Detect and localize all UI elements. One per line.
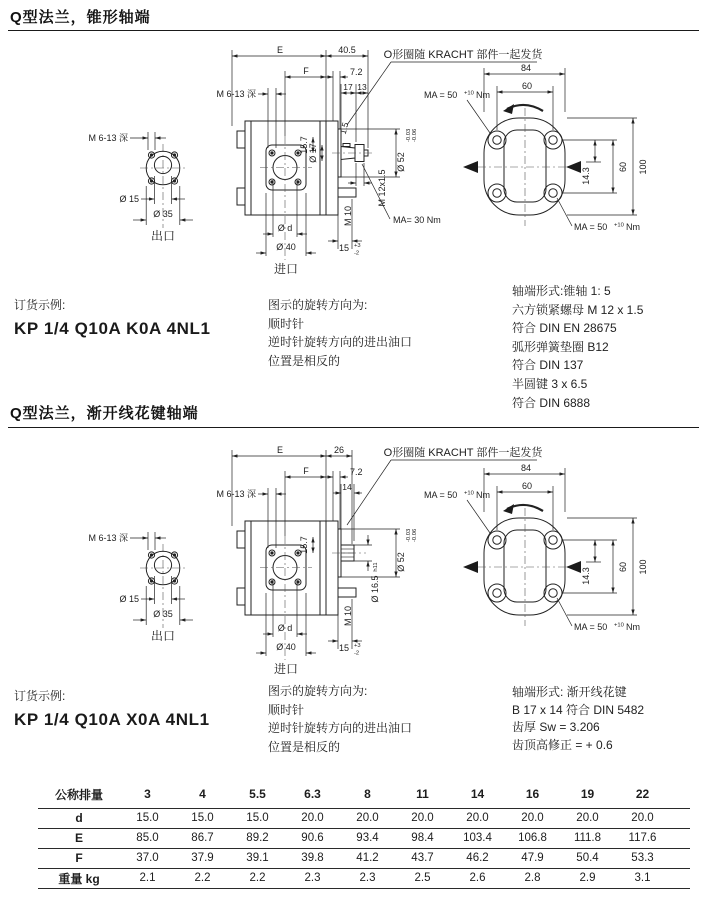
dim-total-label: 40.5 bbox=[338, 45, 356, 55]
mounting-flange-plate bbox=[326, 521, 338, 615]
spec-line: 弧形弹簧垫圈 B12 bbox=[512, 339, 609, 354]
cell: 15.0 bbox=[230, 808, 285, 828]
spec-line: 符合 DIN 137 bbox=[512, 358, 584, 373]
front-offset-label: 14.3 bbox=[581, 567, 591, 585]
spec-line: 齿顶高修正 = + 0.6 bbox=[512, 737, 613, 752]
front-width-label: 84 bbox=[520, 63, 532, 73]
flow-arrow-right bbox=[566, 161, 581, 173]
order-example-1 bbox=[14, 296, 211, 339]
torque-bottom-sup: +10 bbox=[614, 222, 624, 229]
cell: 20.0 bbox=[615, 808, 670, 828]
port-thread-label: M 6-13 深 bbox=[88, 133, 128, 143]
cell: 2.1 bbox=[120, 868, 175, 888]
rotation-line: 图示的旋转方向为: bbox=[268, 684, 368, 698]
shaft-spec-1 bbox=[512, 282, 643, 412]
spec-line: 六方锁紧螺母 M 12 x 1.5 bbox=[512, 302, 644, 317]
dim-7-2-label: 7.2 bbox=[350, 67, 363, 77]
table-row bbox=[38, 828, 690, 848]
cell: 15.0 bbox=[120, 808, 175, 828]
spec-line: 轴端形式: 渐开线花键 bbox=[512, 685, 627, 699]
rotation-line: 逆时针旋转方向的进出油口 bbox=[268, 335, 413, 349]
front-width-label: 84 bbox=[520, 463, 532, 473]
cell: 50.4 bbox=[560, 848, 615, 868]
mounting-flange-plate bbox=[326, 121, 338, 215]
cell: 117.6 bbox=[615, 828, 670, 848]
spec-line: 符合 DIN 6888 bbox=[512, 395, 591, 410]
front-height-label: 100 bbox=[638, 159, 648, 175]
m10-label: M 10 bbox=[343, 605, 353, 627]
spec-line: 轴端形式:锥轴 1: 5 bbox=[512, 284, 611, 298]
cell: 98.4 bbox=[395, 828, 450, 848]
row-label: E bbox=[38, 828, 120, 848]
side-port-boss bbox=[338, 188, 356, 197]
section1-title: Q型法兰，锥形轴端 bbox=[10, 9, 151, 26]
front-bolt-w-label: 60 bbox=[521, 81, 533, 91]
section1-divider bbox=[8, 30, 699, 31]
cell: 86.7 bbox=[175, 828, 230, 848]
cell: 20.0 bbox=[505, 808, 560, 828]
cell: 2.5 bbox=[395, 868, 450, 888]
inlet-label: 进口 bbox=[273, 262, 299, 276]
pump-side-view-2 bbox=[216, 445, 543, 676]
rotation-note-1 bbox=[268, 296, 412, 370]
dim-15-lo: -2 bbox=[354, 250, 360, 257]
cell: 20.0 bbox=[340, 808, 395, 828]
flow-arrow-left bbox=[463, 161, 478, 173]
cell: 39.1 bbox=[230, 848, 285, 868]
cell: 2.2 bbox=[230, 868, 285, 888]
col-header: 5.5 bbox=[230, 781, 285, 808]
spacer-cell bbox=[670, 808, 690, 828]
torque-top-sup: +10 bbox=[464, 90, 474, 97]
outlet-port-view-2 bbox=[88, 532, 193, 643]
cell: 47.9 bbox=[505, 848, 560, 868]
nut-torque-label: MA= 30 Nm bbox=[393, 215, 441, 225]
spacer-cell bbox=[670, 781, 690, 808]
cell: 2.2 bbox=[175, 868, 230, 888]
port-thread-label: M 6-13 深 bbox=[88, 533, 128, 543]
front-bolt-h-label: 60 bbox=[618, 161, 628, 173]
dim-dd-label: Ø d bbox=[277, 223, 293, 233]
col-header: 16 bbox=[505, 781, 560, 808]
m10-label: M 10 bbox=[343, 205, 353, 227]
section2-divider bbox=[8, 427, 699, 428]
table-row bbox=[38, 868, 690, 888]
oring-note: O形圈随 KRACHT 部件一起发货 bbox=[383, 49, 543, 61]
rotation-line: 图示的旋转方向为: bbox=[268, 298, 368, 312]
pilot-tol-hi: -0.03 bbox=[406, 128, 412, 142]
dim-13-label: 13 bbox=[357, 82, 367, 92]
pilot-tol-hi: -0.03 bbox=[406, 528, 412, 542]
spec-line: 齿厚 Sw = 3.206 bbox=[512, 720, 600, 735]
pilot-dia-label: Ø 52 bbox=[396, 152, 406, 172]
cell: 89.2 bbox=[230, 828, 285, 848]
col-header: 19 bbox=[560, 781, 615, 808]
spacer-cell bbox=[670, 848, 690, 868]
torque-top-unit: Nm bbox=[476, 90, 490, 100]
section2-title: Q型法兰，渐开线花键轴端 bbox=[10, 405, 199, 422]
dim-F-label: F bbox=[303, 466, 309, 476]
cell: 39.8 bbox=[285, 848, 340, 868]
cell: 90.6 bbox=[285, 828, 340, 848]
dim-E-label: E bbox=[276, 45, 284, 55]
dim-15-7-label: 15.7 bbox=[299, 136, 309, 154]
torque-top-label: MA = 50 bbox=[424, 90, 458, 100]
table-row bbox=[38, 848, 690, 868]
cell: 41.2 bbox=[340, 848, 395, 868]
dim-d40-label: Ø 40 bbox=[276, 642, 296, 652]
col-header: 6.3 bbox=[285, 781, 340, 808]
outlet-label: 出口 bbox=[150, 229, 176, 243]
front-height-label: 100 bbox=[638, 559, 648, 575]
row-label: 重量 kg bbox=[38, 868, 120, 888]
dim-total-label: 26 bbox=[333, 445, 345, 455]
front-offset-label: 14.3 bbox=[581, 167, 591, 185]
cell: 15.0 bbox=[175, 808, 230, 828]
rotation-line: 位置是相反的 bbox=[268, 353, 341, 368]
cell: 37.0 bbox=[120, 848, 175, 868]
dim-14-label: 14 bbox=[342, 482, 352, 492]
section2-drawing bbox=[0, 436, 707, 686]
front-bolt-w-label: 60 bbox=[521, 481, 533, 491]
cell: 106.8 bbox=[505, 828, 560, 848]
side-thread-label: M 6-13 深 bbox=[216, 89, 256, 99]
spec-line: B 17 x 14 符合 DIN 5482 bbox=[512, 702, 645, 717]
torque-bottom-label: MA = 50 bbox=[574, 622, 608, 632]
shaft-spec-2 bbox=[512, 684, 644, 754]
dim-15-lo: -2 bbox=[354, 650, 360, 657]
cell: 2.6 bbox=[450, 868, 505, 888]
shaft-key bbox=[343, 144, 350, 147]
order-label: 订货示例: bbox=[14, 689, 66, 703]
col-header: 4 bbox=[175, 781, 230, 808]
outlet-port-view bbox=[88, 132, 193, 243]
torque-bottom-sup: +10 bbox=[614, 622, 624, 629]
rotation-line: 顺时针 bbox=[268, 316, 305, 331]
cell: 43.7 bbox=[395, 848, 450, 868]
col-header: 14 bbox=[450, 781, 505, 808]
side-port-boss bbox=[338, 588, 356, 597]
pilot-dia-label: Ø 52 bbox=[396, 552, 406, 572]
rotation-note-2 bbox=[268, 682, 412, 756]
cell: 46.2 bbox=[450, 848, 505, 868]
table-header-label: 公称排量 bbox=[38, 781, 120, 808]
rotation-line: 位置是相反的 bbox=[268, 739, 341, 754]
section1-drawing bbox=[0, 36, 707, 286]
cell: 111.8 bbox=[560, 828, 615, 848]
order-code: KP 1/4 Q10A X0A 4NL1 bbox=[14, 710, 210, 729]
dim-1-5-label: 1.5 bbox=[337, 121, 351, 136]
pilot-tol-lo: -0.06 bbox=[412, 128, 418, 142]
cell: 20.0 bbox=[285, 808, 340, 828]
dim-E-label: E bbox=[276, 445, 284, 455]
col-header: 22 bbox=[615, 781, 670, 808]
shaft-dia-label: Ø 16.5 bbox=[370, 575, 380, 603]
row-label: F bbox=[38, 848, 120, 868]
pump-side-view bbox=[216, 45, 543, 276]
dim-d40-label: Ø 40 bbox=[276, 242, 296, 252]
col-header: 8 bbox=[340, 781, 395, 808]
cell: 20.0 bbox=[395, 808, 450, 828]
dim-15-label: 15 bbox=[338, 643, 350, 653]
torque-bottom-label: MA = 50 bbox=[574, 222, 608, 232]
cell: 20.0 bbox=[450, 808, 505, 828]
cell: 2.8 bbox=[505, 868, 560, 888]
dim-15-hi: +3 bbox=[354, 243, 361, 249]
cell: 2.3 bbox=[340, 868, 395, 888]
torque-bottom-unit: Nm bbox=[626, 222, 640, 232]
spacer-cell bbox=[670, 868, 690, 888]
flow-arrow-left bbox=[463, 561, 478, 573]
order-code: KP 1/4 Q10A K0A 4NL1 bbox=[14, 319, 211, 338]
col-header: 3 bbox=[120, 781, 175, 808]
dim-17-label: 17 bbox=[343, 82, 353, 92]
rotation-line: 逆时针旋转方向的进出油口 bbox=[268, 721, 413, 735]
cell: 2.9 bbox=[560, 868, 615, 888]
inlet-label: 进口 bbox=[273, 662, 299, 676]
cell: 3.1 bbox=[615, 868, 670, 888]
cell: 20.0 bbox=[560, 808, 615, 828]
dimension-table bbox=[38, 781, 690, 889]
cell: 37.9 bbox=[175, 848, 230, 868]
outlet-label: 出口 bbox=[150, 629, 176, 643]
pilot-tol-lo: -0.06 bbox=[412, 528, 418, 542]
shaft-fit-label: h11 bbox=[373, 562, 379, 572]
spec-line: 半圆键 3 x 6.5 bbox=[512, 376, 588, 391]
cell: 2.3 bbox=[285, 868, 340, 888]
dim-15-7-label: 15.7 bbox=[299, 536, 309, 554]
order-label: 订货示例: bbox=[14, 298, 66, 312]
port-dia-15-label: Ø 15 bbox=[119, 194, 139, 204]
dim-dd-label: Ø d bbox=[277, 623, 293, 633]
flange-front-view bbox=[424, 63, 648, 232]
flange-front-view-2 bbox=[424, 463, 648, 632]
row-label: d bbox=[38, 808, 120, 828]
col-header: 11 bbox=[395, 781, 450, 808]
front-bolt-h-label: 60 bbox=[618, 561, 628, 573]
dim-F-label: F bbox=[303, 66, 309, 76]
rotation-line: 顺时针 bbox=[268, 702, 305, 717]
dim-15-label: 15 bbox=[338, 243, 350, 253]
cell: 53.3 bbox=[615, 848, 670, 868]
torque-top-unit: Nm bbox=[476, 490, 490, 500]
torque-bottom-unit: Nm bbox=[626, 622, 640, 632]
side-thread-label: M 6-13 深 bbox=[216, 489, 256, 499]
thread-spec-label: M 12x1.5 bbox=[377, 169, 387, 207]
oring-note: O形圈随 KRACHT 部件一起发货 bbox=[383, 447, 543, 459]
flow-arrow-right bbox=[566, 561, 581, 573]
cell: 103.4 bbox=[450, 828, 505, 848]
torque-top-sup: +10 bbox=[464, 490, 474, 497]
spacer-cell bbox=[670, 828, 690, 848]
torque-top-label: MA = 50 bbox=[424, 490, 458, 500]
dim-7-2-label: 7.2 bbox=[350, 467, 363, 477]
table-row bbox=[38, 808, 690, 828]
spec-line: 符合 DIN EN 28675 bbox=[512, 321, 617, 336]
table-header-row bbox=[38, 781, 690, 808]
port-dia-35-label: Ø 35 bbox=[153, 209, 173, 219]
port-dia-15-label: Ø 15 bbox=[119, 594, 139, 604]
shaft-dia-label: Ø 17 bbox=[308, 143, 318, 163]
dim-15-hi: +3 bbox=[354, 643, 361, 649]
port-dia-35-label: Ø 35 bbox=[153, 609, 173, 619]
cell: 85.0 bbox=[120, 828, 175, 848]
order-example-2 bbox=[14, 687, 210, 730]
cell: 93.4 bbox=[340, 828, 395, 848]
